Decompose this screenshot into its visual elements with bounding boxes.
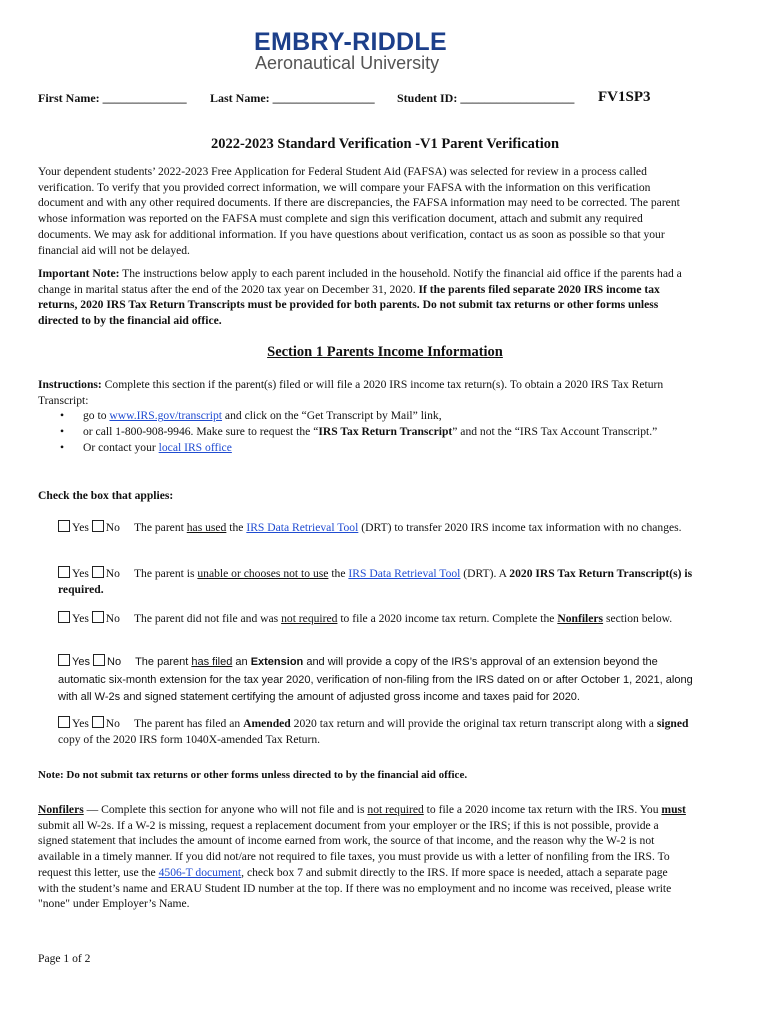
yes-checkbox[interactable]	[58, 654, 70, 666]
yes-label: Yes	[72, 656, 90, 668]
important-note	[38, 266, 688, 329]
nonfilers-underlined: not required	[367, 803, 424, 816]
option-text: 2020 tax return and will provide the original tax return transcript along with a	[290, 717, 657, 730]
yes-label: Yes	[72, 612, 89, 625]
option-bold: Nonfilers	[557, 612, 604, 625]
nonfilers-must: must	[661, 803, 686, 816]
last-name-field[interactable]: Last Name: _________________	[210, 91, 375, 105]
list-item-text: ” and not the “IRS Tax Account Transcript.”	[452, 425, 658, 439]
page-title: 2022-2023 Standard Verification -V1 Parent Verification	[210, 136, 560, 152]
nonfilers-text: , check box 7 and submit directly to the IRS. If more space is needed, attach a separate page with the student’s name and ERAU Student ID number at the top. If there was no employment and no income was received, please write "none" under Employer’s Name.	[38, 865, 672, 911]
section-1-title: Section 1 Parents Income Information	[267, 344, 503, 360]
important-note-text: The instructions below apply to each parent included in the household. Notify the financial aid office if the parents had a change in marital status after the end of the 2020 tax year on December 31, 2020.	[38, 267, 682, 296]
no-checkbox[interactable]	[92, 611, 104, 623]
no-label: No	[107, 656, 122, 668]
list-item-text: Or contact your	[83, 440, 159, 454]
university-logo: EMBRY-RIDDLE	[254, 28, 447, 56]
list-item-text: go to	[83, 409, 110, 423]
no-checkbox[interactable]	[92, 566, 104, 578]
option-text: section below.	[603, 612, 673, 625]
option-drt-used	[58, 520, 698, 536]
list-item	[38, 424, 688, 440]
intro-paragraph: Your dependent students’ 2022-2023 Free Application for Federal Student Aid (FAFSA) was selected for review in a process called verification. To verify that you provided correct information, we will compare your FAFSA with the information on this verification document and with any other required documents. If there are discrepancies, the FAFSA information may need to be corrected. The parent whose information was reported on the FAFSA must complete and sign this verification document, attach and submit any required documents. We may ask for additional information. If you have questions about verification, contact us as soon as possible so that your financial aid will not be delayed.	[38, 165, 680, 257]
option-underlined: has used	[186, 521, 227, 534]
option-text: The parent is	[133, 567, 198, 580]
option-underlined: not required	[281, 612, 338, 625]
submission-note: Note: Do not submit tax returns or other forms unless directed to by the financial aid office.	[38, 769, 468, 781]
nonfilers-paragraph	[38, 802, 688, 912]
no-checkbox[interactable]	[92, 716, 104, 728]
no-label: No	[105, 717, 120, 730]
option-text: The parent	[133, 521, 187, 534]
nonfilers-label: Nonfilers	[38, 803, 84, 816]
instructions-text: Complete this section if the parent(s) filed or will file a 2020 IRS income tax return(s). To obtain a 2020 IRS Tax Return Transcript:	[38, 378, 664, 407]
no-label: No	[105, 612, 120, 625]
no-label: No	[105, 567, 120, 580]
section-1-instructions	[38, 377, 688, 456]
nonfilers-text: — Complete this section for anyone who will not file and is	[83, 803, 368, 816]
option-underlined: unable or chooses not to use	[197, 567, 329, 580]
option-text: an	[232, 656, 251, 668]
page-number: Page 1 of 2	[38, 952, 91, 965]
drt-link[interactable]: IRS Data Retrieval Tool	[246, 521, 359, 534]
option-text: (DRT) to transfer 2020 IRS income tax information with no changes.	[358, 521, 682, 534]
no-label: No	[105, 521, 120, 534]
option-bold: Extension	[250, 656, 304, 668]
no-checkbox[interactable]	[93, 654, 105, 666]
list-item	[38, 408, 688, 424]
option-text: The parent	[135, 656, 192, 668]
yes-label: Yes	[72, 567, 89, 580]
option-amended	[58, 716, 698, 747]
form-code: FV1SP3	[598, 89, 651, 105]
option-drt-not-used	[58, 566, 698, 597]
option-text: The parent did not file and was	[133, 612, 282, 625]
drt-link[interactable]: IRS Data Retrieval Tool	[348, 567, 461, 580]
yes-label: Yes	[72, 521, 89, 534]
irs-transcript-link[interactable]: www.IRS.gov/transcript	[109, 409, 223, 423]
option-text: and will provide a copy of the IRS’s approval of an extension beyond the automatic six-month extension for the tax year 2020, verification of non-filing from the IRS dated on or after October 1, 2021, along with all W-2s and signed statement certifying the amount of adjusted gross income and taxes paid for 2020.	[58, 656, 693, 703]
list-item	[38, 440, 688, 456]
option-text: to file a 2020 income tax return. Complete the	[337, 612, 558, 625]
option-extension	[58, 654, 698, 707]
check-box-label: Check the box that applies:	[38, 489, 174, 502]
important-note-label: Important Note:	[38, 267, 120, 280]
nonfilers-text: to file a 2020 income tax return with the IRS. You	[423, 803, 662, 816]
yes-label: Yes	[72, 717, 89, 730]
nonfilers-text: submit all W-2s. If a W-2 is missing, request a replacement document from your employer or the IRS; if this is not possible, provide a signed statement that includes the amount of income earned from work, the source of that income, and the reason why the W-2 is not available in a timely manner. If you did not/are not required to file taxes, you must provide us with a letter of nonfiling from the IRS. To request this letter, use the	[38, 818, 670, 879]
option-not-required	[58, 611, 698, 627]
yes-checkbox[interactable]	[58, 611, 70, 623]
instructions-label: Instructions:	[38, 378, 102, 391]
yes-checkbox[interactable]	[58, 716, 70, 728]
option-text: The parent has filed an	[133, 717, 244, 730]
student-id-field[interactable]: Student ID: ___________________	[397, 91, 575, 105]
yes-checkbox[interactable]	[58, 566, 70, 578]
option-text: (DRT). A	[460, 567, 510, 580]
list-item-text: and click on the “Get Transcript by Mail” link,	[222, 409, 442, 423]
option-text: copy of the 2020 IRS form 1040X-amended Tax Return.	[58, 732, 321, 746]
option-text: the	[226, 521, 247, 534]
no-checkbox[interactable]	[92, 520, 104, 532]
option-bold: signed	[656, 717, 689, 730]
form-4506t-link[interactable]: 4506-T document	[158, 865, 242, 879]
option-bold: 2020 IRS Tax Return Transcript(s) is required.	[58, 567, 693, 596]
yes-checkbox[interactable]	[58, 520, 70, 532]
option-text: the	[328, 567, 349, 580]
local-irs-office-link[interactable]: local IRS office	[158, 440, 232, 454]
list-item-bold: IRS Tax Return Transcript	[318, 425, 453, 439]
list-item-text: or call 1-800-908-9946. Make sure to request the “	[83, 425, 319, 439]
instructions-list	[38, 408, 688, 455]
important-note-bold: If the parents filed separate 2020 IRS income tax returns, 2020 IRS Tax Return Transcripts must be provided for both parents. Do not submit tax returns or other forms unless directed to by the financial aid office.	[38, 282, 660, 328]
option-underlined: has filed	[191, 656, 233, 668]
option-bold: Amended	[243, 717, 291, 730]
university-logo-subtitle: Aeronautical University	[255, 53, 440, 73]
first-name-field[interactable]: First Name: ______________	[38, 91, 187, 105]
